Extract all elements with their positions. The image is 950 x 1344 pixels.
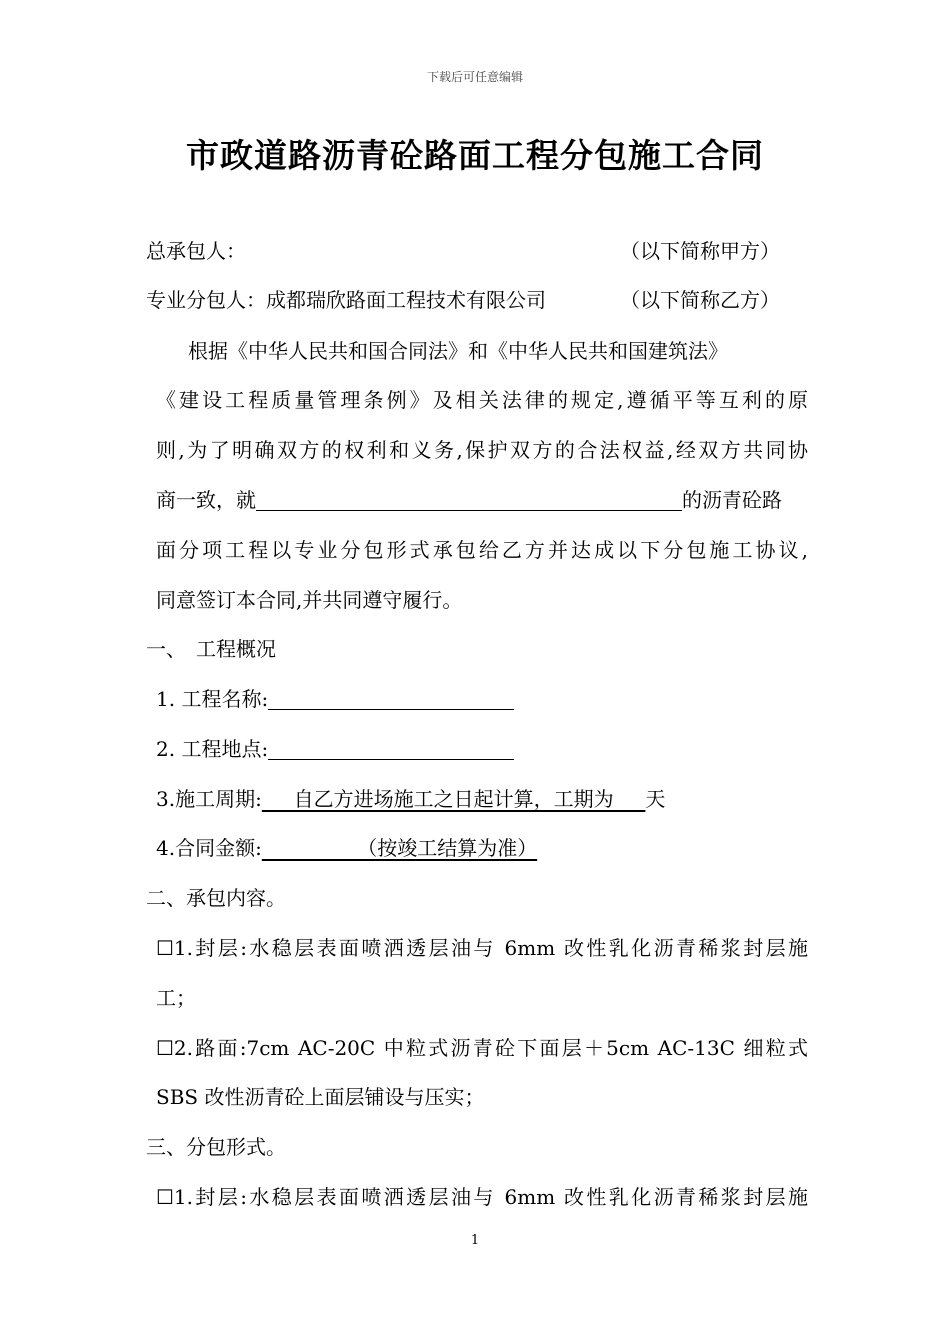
subcontractor-label: 专业分包人：成都瑞欣路面工程技术有限公司 xyxy=(146,288,546,312)
document-title: 市政道路沥青砼路面工程分包施工合同 xyxy=(186,136,764,175)
contract-amount-row xyxy=(156,833,537,863)
scope-item-1-line-1: ☐1.封层:水稳层表面喷洒透层油与 6mm 改性乳化沥青稀浆封层施 xyxy=(156,936,808,960)
scope-item-1-line-2: 工； xyxy=(156,986,196,1010)
preamble-line-1: 根据《中华人民共和国合同法》和《中华人民共和国建筑法》 xyxy=(188,339,728,363)
general-contractor-label: 总承包人： xyxy=(146,239,246,263)
project-location-label: 2. 工程地点: xyxy=(156,737,269,761)
project-name-row xyxy=(156,684,514,714)
preamble-line-4-end: 的沥青砼路 xyxy=(682,488,782,512)
project-name-field xyxy=(268,687,514,710)
construction-period-value: 自乙方进场施工之日起计算，工期为 xyxy=(261,787,646,811)
contract-amount-label: 4.合同金额: xyxy=(156,836,262,860)
preamble-line-3: 则,为了明确双方的权利和义务,保护双方的合法权益,经双方共同协 xyxy=(156,438,808,462)
preamble-line-4 xyxy=(156,485,782,515)
preamble-line-2: 《建设工程质量管理条例》及相关法律的规定,遵循平等互利的原 xyxy=(156,388,808,412)
project-name-label: 1. 工程名称: xyxy=(156,687,269,711)
preamble-line-5: 面分项工程以专业分包形式承包给乙方并达成以下分包施工协议, xyxy=(156,538,808,562)
section-3-heading: 三、分包形式。 xyxy=(146,1135,286,1159)
general-contractor-note: （以下简称甲方） xyxy=(620,239,780,263)
section-1-heading: 一、 工程概况 xyxy=(146,637,276,661)
construction-period-row xyxy=(156,784,665,814)
header-note: 下载后可任意编辑 xyxy=(426,70,523,84)
contract-amount-value: （按竣工结算为准） xyxy=(261,836,538,860)
form-item-1-line-1: ☐1.封层:水稳层表面喷洒透层油与 6mm 改性乳化沥青稀浆封层施 xyxy=(156,1185,808,1209)
project-location-field xyxy=(268,737,514,760)
subcontractor-note: （以下简称乙方） xyxy=(620,288,780,312)
construction-period-unit: 天 xyxy=(645,787,666,811)
preamble-line-6: 同意签订本合同,并共同遵守履行。 xyxy=(156,588,463,612)
construction-period-label: 3.施工周期: xyxy=(156,787,262,811)
scope-item-2-line-2: SBS 改性沥青砼上面层铺设与压实； xyxy=(156,1085,485,1109)
page-number: 1 xyxy=(470,1233,480,1248)
scope-item-2-line-1: ☐2.路面:7cm AC-20C 中粒式沥青砼下面层＋5cm AC-13C 细粒式 xyxy=(156,1036,808,1060)
project-location-row xyxy=(156,734,514,764)
section-2-heading: 二、承包内容。 xyxy=(146,886,286,910)
preamble-line-4-start: 商一致，就 xyxy=(156,488,256,512)
project-name-blank xyxy=(256,488,682,511)
